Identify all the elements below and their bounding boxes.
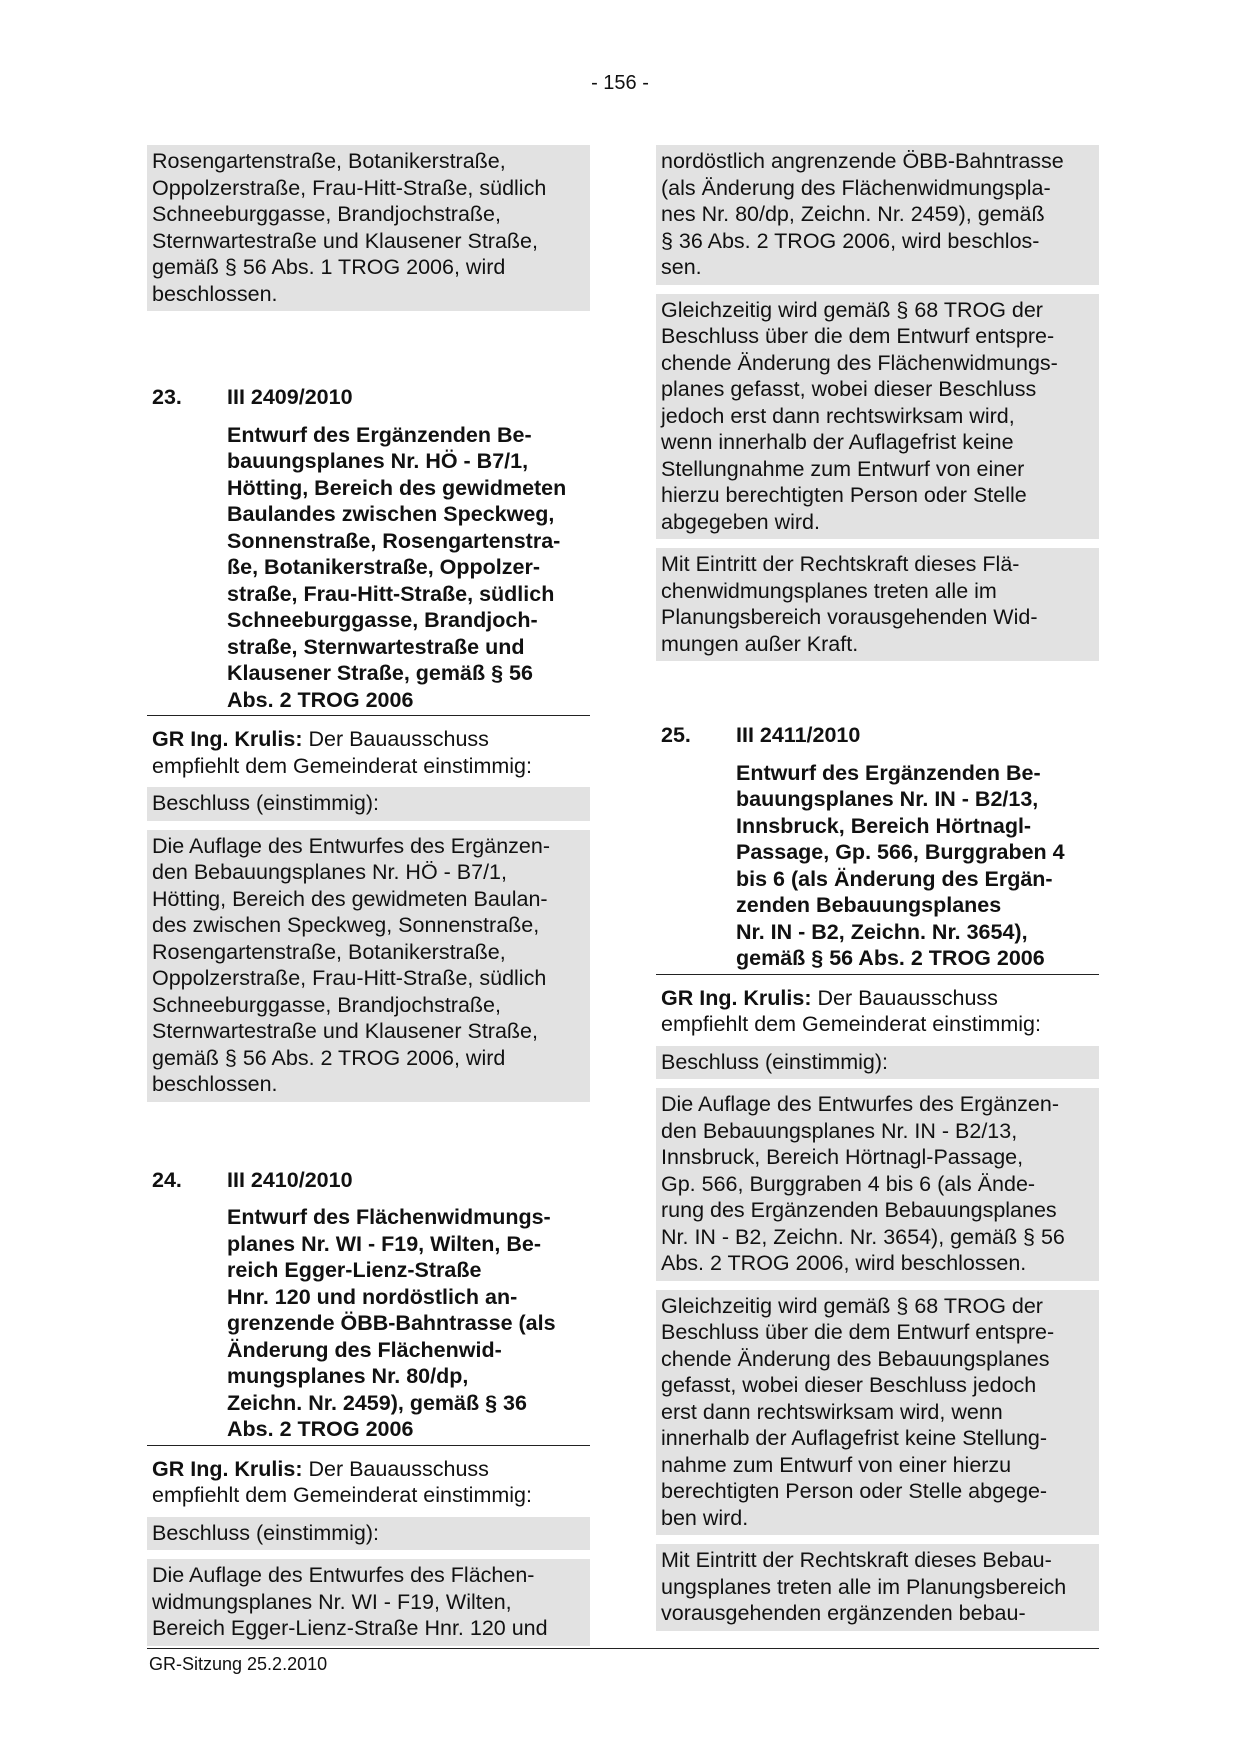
agenda-item-23 (147, 384, 590, 1102)
agenda-item-25 (656, 722, 1099, 1631)
left-column (147, 145, 590, 1655)
speaker-text: Der Bauausschuss empfiehlt dem Gemeinderat einstimmig: (152, 1456, 532, 1507)
continued-resolution-text-3: Mit Eintritt der Rechtskraft dieses Flä- chenwidmungsplanes treten alle im Planungsbereich vorausgehenden Wid- mungen außer Kraft. (656, 548, 1099, 661)
agenda-title: Entwurf des Flächenwidmungs- planes Nr. WI - F19, Wilten, Be- reich Egger-Lienz-Straße Hnr. 120 und nordöstlich an- grenzende ÖBB-Bahntrasse (als Änderung des Flächenwid- mungsplanes Nr. 80/dp, Zeichn. Nr. 2459), gemäß § 36 Abs. 2 TROG 2006 (227, 1205, 556, 1441)
footer-divider (147, 1648, 1099, 1649)
speaker-name: GR Ing. Krulis: (152, 727, 303, 751)
speaker-statement (656, 985, 1099, 1038)
right-column (656, 145, 1099, 1640)
divider (147, 1445, 590, 1446)
agenda-code: III 2411/2010 (736, 723, 861, 747)
agenda-number: 25. (661, 723, 691, 747)
resolution-label: Beschluss (einstimmig): (147, 787, 590, 821)
agenda-item-header (147, 384, 590, 411)
agenda-item-header (656, 722, 1099, 749)
agenda-title: Entwurf des Ergänzenden Be- bauungsplanes Nr. IN - B2/13, Innsbruck, Bereich Hörtnagl- Passage, Gp. 566, Burggraben 4 bis 6 (als Änderung des Ergän- zenden Bebauungsplanes Nr. IN - B2, Zeichn. Nr. 3654), gemäß § 56 Abs. 2 TROG 2006 (736, 760, 1065, 970)
continued-resolution-text-2: Gleichzeitig wird gemäß § 68 TROG der Beschluss über die dem Entwurf entspre- chende Änderung des Flächenwidmungs- planes gefasst, wobei dieser Beschluss jedoch erst dann rechtswirksam wird, wenn innerhalb der Auflagefrist keine Stellungnahme zum Entwurf von einer hierzu berechtigten Person oder Stelle abgegeben wird. (656, 294, 1099, 540)
speaker-text: Der Bauausschuss empfiehlt dem Gemeinderat einstimmig: (152, 727, 532, 778)
divider (147, 715, 590, 716)
page-number: - 156 - (591, 72, 649, 94)
resolution-body-2: Gleichzeitig wird gemäß § 68 TROG der Beschluss über die dem Entwurf entspre- chende Änderung des Bebauungsplanes gefasst, wobei dieser Beschluss jedoch erst dann rechtswirksam wird, wenn innerhalb der Auflagefrist keine Stellung- nahme zum Entwurf von einer hierzu berechtigten Person oder Stelle abgege- ben wird. (656, 1290, 1099, 1536)
resolution-body: Die Auflage des Entwurfes des Flächen- widmungsplanes Nr. WI - F19, Wilten, Bereich Egger-Lienz-Straße Hnr. 120 und (147, 1559, 590, 1646)
continued-resolution-text: nordöstlich angrenzende ÖBB-Bahntrasse (als Änderung des Flächenwidmungspla- nes Nr. 80/dp, Zeichn. Nr. 2459), gemäß § 36 Abs. 2 TROG 2006, wird beschlos- sen. (656, 145, 1099, 285)
agenda-title: Entwurf des Ergänzenden Be- bauungsplanes Nr. HÖ - B7/1, Hötting, Bereich des gewidmeten Baulandes zwischen Speckweg, Sonnenstraße, Rosengartenstra- ße, Botanikerstraße, Oppolzer- straße, Frau-Hitt-Straße, südlich Schneeburggasse, Brandjoch- straße, Sternwartestraße und Klausener Straße, gemäß § 56 Abs. 2 TROG 2006 (227, 422, 567, 712)
speaker-statement (147, 1456, 590, 1509)
agenda-number: 23. (152, 385, 182, 409)
speaker-name: GR Ing. Krulis: (152, 1456, 303, 1481)
divider (656, 974, 1099, 975)
agenda-number: 24. (152, 1167, 182, 1192)
resolution-label: Beschluss (einstimmig): (147, 1517, 590, 1551)
resolution-body: Die Auflage des Entwurfes des Ergänzen- den Bebauungsplanes Nr. IN - B2/13, Innsbruck, Bereich Hörtnagl-Passage, Gp. 566, Burggraben 4 bis 6 (als Ände- rung des Ergänzenden Bebauungsplanes Nr. IN - B2, Zeichn. Nr. 3654), gemäß § 56 Abs. 2 TROG 2006, wird beschlossen. (656, 1088, 1099, 1281)
agenda-item-header (147, 1167, 590, 1194)
agenda-code: III 2410/2010 (227, 1167, 353, 1192)
continued-resolution-text: Rosengartenstraße, Botanikerstraße, Oppolzerstraße, Frau-Hitt-Straße, südlich Schneeburggasse, Brandjochstraße, Sternwartestraße und Klausener Straße, gemäß § 56 Abs. 1 TROG 2006, wird beschlossen. (147, 145, 590, 311)
agenda-code: III 2409/2010 (227, 385, 353, 409)
speaker-text: Der Bauausschuss empfiehlt dem Gemeinderat einstimmig: (661, 985, 1041, 1036)
agenda-item-24 (147, 1167, 590, 1646)
resolution-body: Die Auflage des Entwurfes des Ergänzen- den Bebauungsplanes Nr. HÖ - B7/1, Hötting, Bereich des gewidmeten Baulan- des zwischen Speckweg, Sonnenstraße, Rosengartenstraße, Botanikerstraße, Oppolzerstraße, Frau-Hitt-Straße, südlich Schneeburggasse, Brandjochstraße, Sternwartestraße und Klausener Straße, gemäß § 56 Abs. 2 TROG 2006, wird beschlossen. (147, 830, 590, 1102)
resolution-label: Beschluss (einstimmig): (656, 1046, 1099, 1080)
resolution-body-3: Mit Eintritt der Rechtskraft dieses Bebau- ungsplanes treten alle im Planungsbereich vorausgehenden ergänzenden bebau- (656, 1544, 1099, 1631)
footer-session-date: GR-Sitzung 25.2.2010 (149, 1654, 328, 1674)
speaker-statement (147, 726, 590, 779)
speaker-name: GR Ing. Krulis: (661, 985, 812, 1010)
